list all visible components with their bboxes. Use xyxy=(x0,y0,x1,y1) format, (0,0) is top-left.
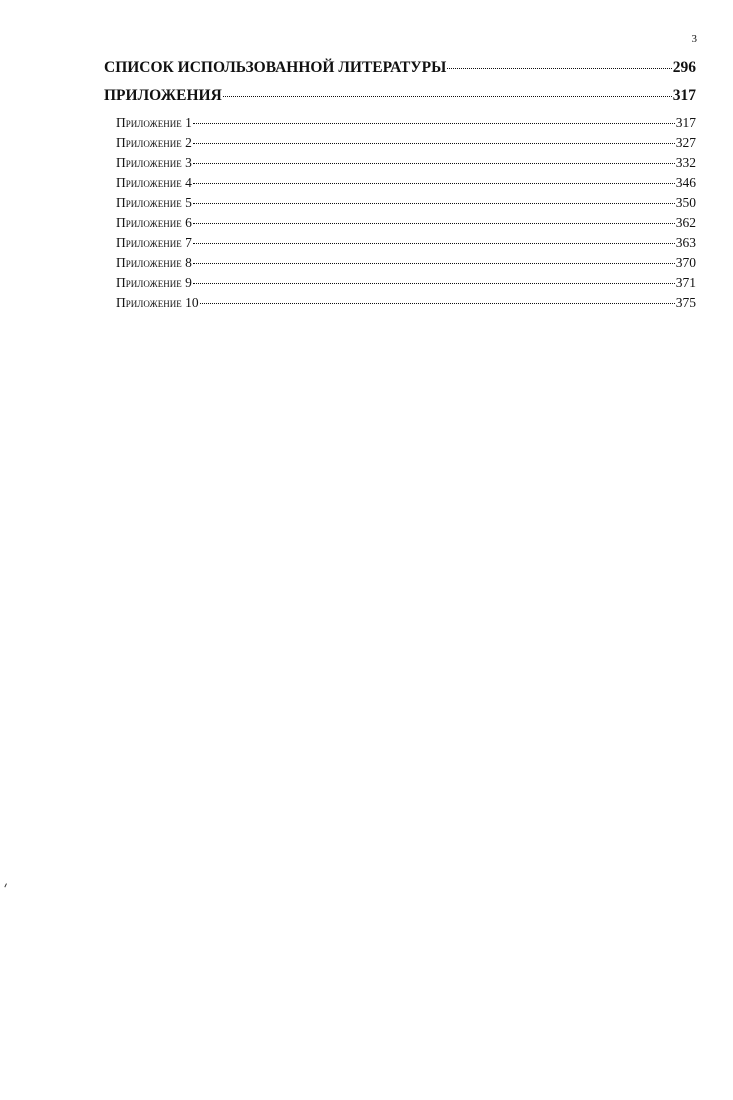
toc-entry-page: 346 xyxy=(675,175,696,190)
appendix-list xyxy=(116,113,696,313)
page-number: 3 xyxy=(691,33,697,45)
toc-entry-page: 375 xyxy=(675,295,696,310)
toc-entry-appendix-8[interactable] xyxy=(116,253,696,273)
dot-leader xyxy=(193,283,675,284)
toc-entry-appendix-1[interactable] xyxy=(116,113,696,133)
toc-entry-bibliography[interactable] xyxy=(104,58,696,78)
stray-scan-mark xyxy=(4,883,9,888)
toc-entry-title: ПРИЛОЖЕНИЯ xyxy=(104,87,222,104)
dot-leader xyxy=(193,183,675,184)
dot-leader xyxy=(223,96,672,97)
dot-leader xyxy=(200,303,675,304)
toc-entry-appendix-4[interactable] xyxy=(116,173,696,193)
toc-entry-page: 317 xyxy=(672,87,696,104)
toc-entry-title: Приложение 1 xyxy=(116,115,192,130)
dot-leader xyxy=(193,163,675,164)
dot-leader xyxy=(193,143,675,144)
toc-entry-title: Приложение 7 xyxy=(116,235,192,250)
toc-entry-appendix-7[interactable] xyxy=(116,233,696,253)
toc-entry-appendix-5[interactable] xyxy=(116,193,696,213)
toc-entry-page: 327 xyxy=(675,135,696,150)
toc-entry-title: Приложение 4 xyxy=(116,175,192,190)
table-of-contents xyxy=(104,58,696,313)
toc-entry-page: 296 xyxy=(672,59,696,76)
toc-entry-appendix-6[interactable] xyxy=(116,213,696,233)
toc-entry-title: Приложение 2 xyxy=(116,135,192,150)
dot-leader xyxy=(193,263,675,264)
toc-entry-appendix-2[interactable] xyxy=(116,133,696,153)
dot-leader xyxy=(193,223,675,224)
toc-entry-page: 350 xyxy=(675,195,696,210)
toc-entry-page: 362 xyxy=(675,215,696,230)
toc-entry-title: СПИСОК ИСПОЛЬЗОВАННОЙ ЛИТЕРАТУРЫ xyxy=(104,59,447,76)
toc-entry-appendix-9[interactable] xyxy=(116,273,696,293)
toc-entry-title: Приложение 10 xyxy=(116,295,199,310)
toc-entry-page: 371 xyxy=(675,275,696,290)
dot-leader xyxy=(193,243,675,244)
toc-entry-page: 363 xyxy=(675,235,696,250)
dot-leader xyxy=(193,203,675,204)
toc-entry-appendices[interactable] xyxy=(104,86,696,106)
toc-entry-page: 370 xyxy=(675,255,696,270)
dot-leader xyxy=(447,68,671,69)
toc-entry-appendix-10[interactable] xyxy=(116,293,696,313)
toc-entry-title: Приложение 9 xyxy=(116,275,192,290)
toc-entry-page: 332 xyxy=(675,155,696,170)
toc-entry-title: Приложение 6 xyxy=(116,215,192,230)
toc-entry-appendix-3[interactable] xyxy=(116,153,696,173)
dot-leader xyxy=(193,123,675,124)
toc-entry-title: Приложение 3 xyxy=(116,155,192,170)
toc-entry-title: Приложение 8 xyxy=(116,255,192,270)
toc-entry-title: Приложение 5 xyxy=(116,195,192,210)
toc-entry-page: 317 xyxy=(675,115,696,130)
